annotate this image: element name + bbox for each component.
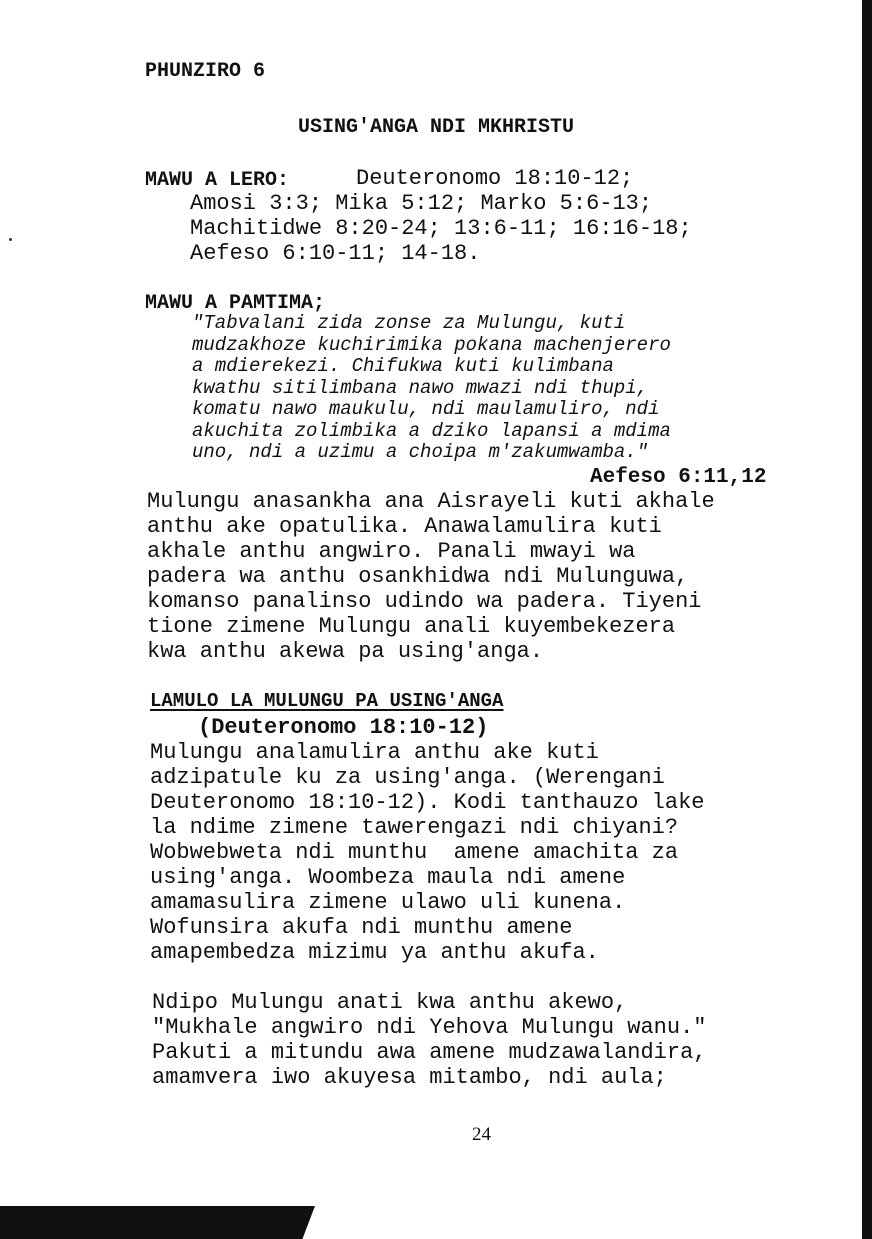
quote-line: kwathu sitilimbana nawo mwazi ndi thupi,	[192, 376, 649, 399]
paragraph-line: amamasulira zimene ulawo uli kunena.	[150, 890, 626, 915]
reading-line: Amosi 3:3; Mika 5:12; Marko 5:6-13;	[190, 191, 653, 216]
page-title: USING'ANGA NDI MKHRISTU	[298, 116, 575, 139]
paragraph-line: adzipatule ku za using'anga. (Werengani	[150, 765, 665, 790]
paragraph-line: amamvera iwo akuyesa mitambo, ndi aula;	[152, 1065, 667, 1090]
page-number: 24	[472, 1124, 491, 1145]
intro-line: kwa anthu akewa pa using'anga.	[147, 639, 544, 664]
reading-continuation	[190, 191, 692, 266]
section-paragraph-1	[150, 740, 705, 965]
memory-quote	[192, 313, 671, 464]
paragraph-line: Mulungu analamulira anthu ake kuti	[150, 740, 599, 765]
paragraph-line: "Mukhale angwiro ndi Yehova Mulungu wanu."	[152, 1015, 707, 1040]
intro-line: padera wa anthu osankhidwa ndi Mulunguwa,	[147, 564, 689, 589]
quote-line: a mdierekezi. Chifukwa kuti kulimbana	[192, 355, 614, 377]
paragraph-line: amapembedza mizimu ya anthu akufa.	[150, 940, 599, 965]
paragraph-line: using'anga. Woombeza maula ndi amene	[150, 865, 626, 890]
memory-reference: Aefeso 6:11,12	[590, 466, 767, 489]
page-edge-shadow	[862, 0, 872, 1239]
intro-line: Mulungu anasankha ana Aisrayeli kuti akhale	[147, 489, 715, 514]
intro-line: anthu ake opatulika. Anawalamulira kuti	[147, 514, 662, 539]
reading-line: Aefeso 6:10-11; 14-18.	[190, 241, 481, 266]
quote-line: akuchita zolimbika a dziko lapansi a mdima	[192, 419, 671, 442]
quote-line: mudzakhoze kuchirimika pokana machenjerero	[192, 333, 671, 356]
reading-line: Deuteronomo 18:10-12;	[356, 166, 634, 191]
memory-label: MAWU A PAMTIMA;	[145, 292, 326, 315]
quote-line: uno, ndi a uzimu a choipa m'zakumwamba."	[192, 441, 649, 463]
paragraph-line: Pakuti a mitundu awa amene mudzawalandira,	[152, 1040, 707, 1065]
quote-line: "Tabvalani zida zonse za Mulungu, kuti	[192, 312, 626, 334]
intro-paragraph	[147, 489, 715, 664]
paragraph-line: Deuteronomo 18:10-12). Kodi tanthauzo lake	[150, 790, 705, 815]
paragraph-line: Ndipo Mulungu anati kwa anthu akewo,	[152, 990, 628, 1015]
section-heading: LAMULO LA MULUNGU PA USING'ANGA	[150, 690, 504, 712]
reading-label: MAWU A LERO:	[145, 169, 290, 192]
scan-dot	[9, 238, 12, 241]
paragraph-line: Wofunsira akufa ndi munthu amene	[150, 915, 573, 940]
quote-line: komatu nawo maukulu, ndi maulamuliro, ndi	[192, 398, 660, 420]
paragraph-line: Wobwebweta ndi munthu amene amachita za	[150, 840, 679, 865]
intro-line: komanso panalinso udindo wa padera. Tiyeni	[147, 589, 702, 614]
intro-line: tione zimene Mulungu anali kuyembekezera	[147, 614, 676, 639]
paragraph-line: la ndime zimene tawerengazi ndi chiyani?	[150, 815, 679, 840]
scan-artifact-bar	[0, 1206, 315, 1239]
section-paragraph-2	[152, 990, 707, 1090]
reading-line: Machitidwe 8:20-24; 13:6-11; 16:16-18;	[190, 216, 692, 241]
lesson-number: PHUNZIRO 6	[145, 60, 266, 83]
section-subheading: (Deuteronomo 18:10-12)	[198, 715, 489, 740]
intro-line: akhale anthu angwiro. Panali mwayi wa	[147, 539, 636, 564]
